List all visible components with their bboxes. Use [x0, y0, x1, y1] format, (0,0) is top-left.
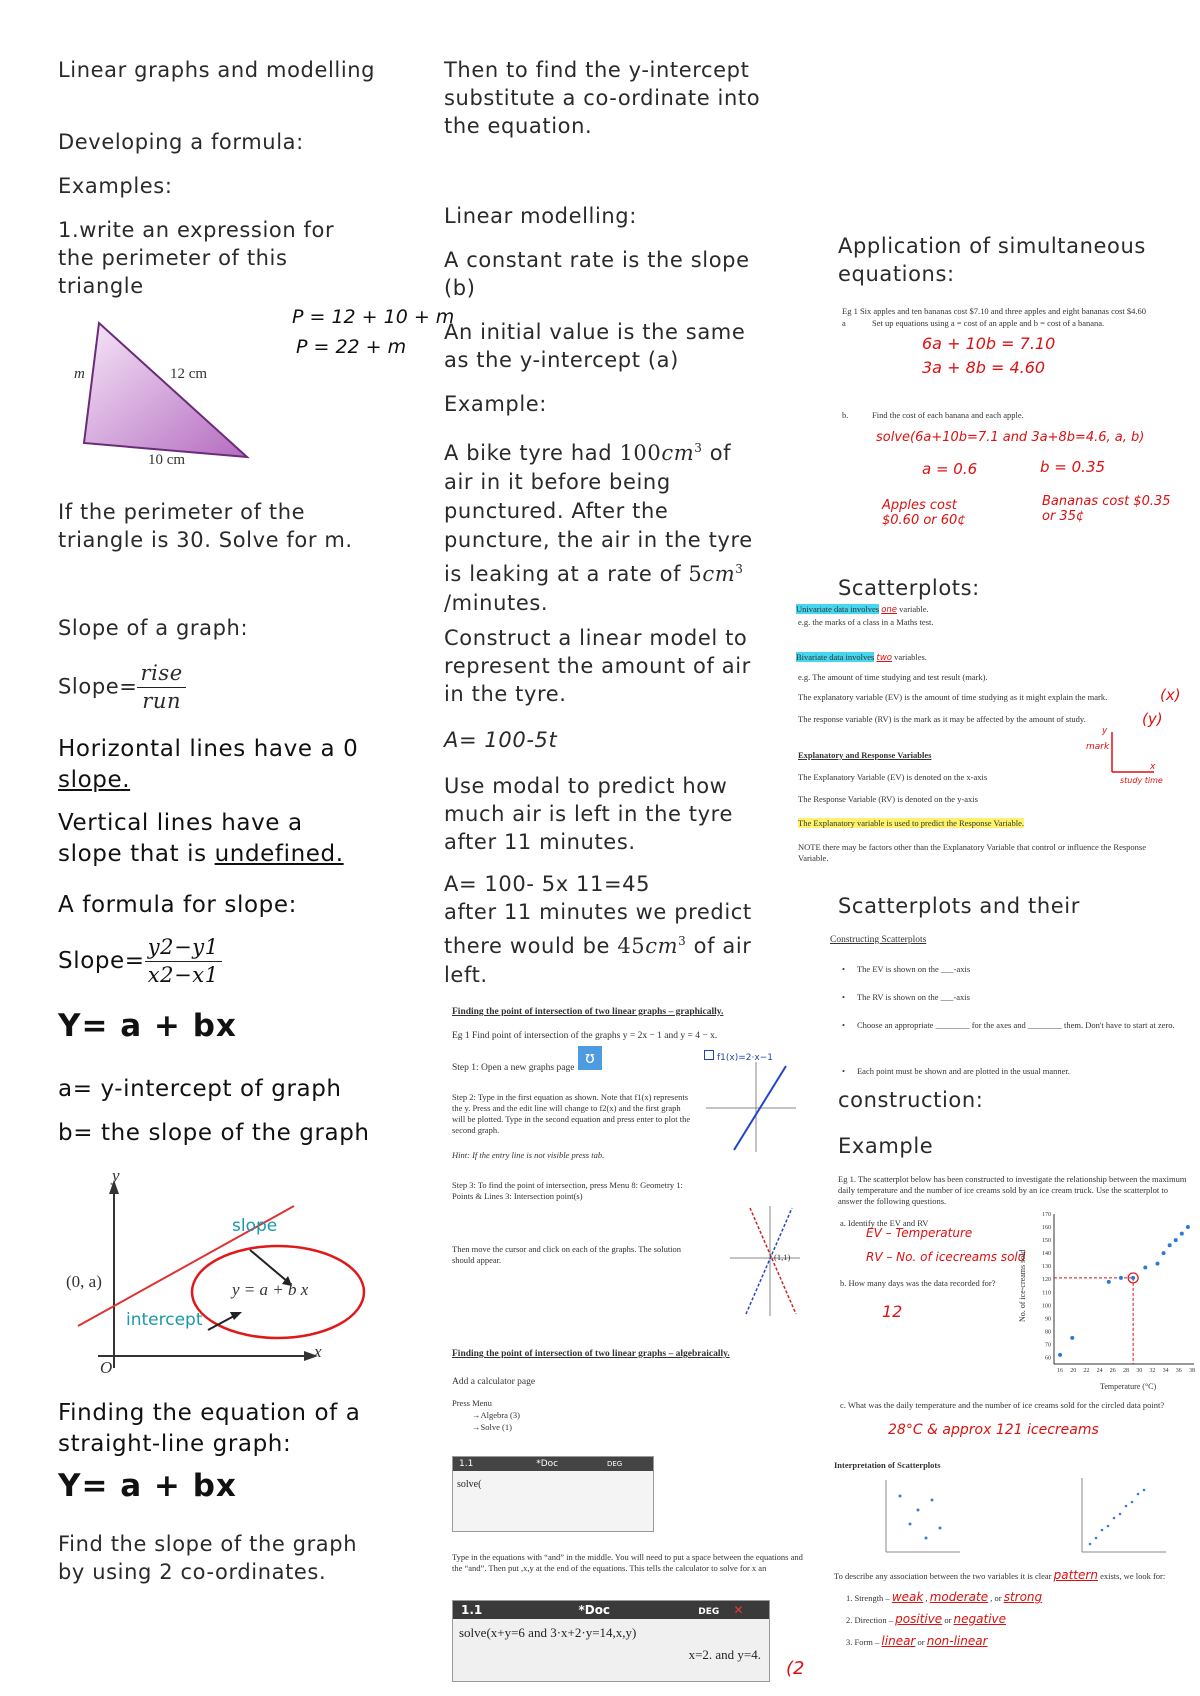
- linear-equation-2: Y= a + bx: [58, 1468, 237, 1504]
- slope-rise-run: [58, 660, 186, 715]
- linear-modelling-heading: Linear modelling:: [444, 204, 637, 228]
- construction-heading-a: Scatterplots and their: [838, 894, 1080, 918]
- scatter-point: [1180, 1232, 1184, 1236]
- scatter-y-tick: 160: [1042, 1225, 1051, 1232]
- scatter-x-tick: 22: [1083, 1368, 1090, 1374]
- scatter-x-tick: 28: [1123, 1368, 1129, 1374]
- graph-origin-label: O: [100, 1358, 113, 1377]
- univariate-eg: e.g. the marks of a class in a Maths test.: [798, 617, 934, 627]
- scatter-point: [1186, 1225, 1190, 1229]
- graphical-step3: Step 3: To find the point of intersection, press Menu 8: Geometry 1: Points & Lines 3: Intersection point(s): [452, 1180, 683, 1201]
- sim-a-label: a: [842, 318, 846, 328]
- mini-axis-y: y: [1102, 726, 1108, 736]
- example-heading-3: Example: [838, 1134, 934, 1158]
- scatter-ylabel: No. of ice-creams sold: [1018, 1249, 1027, 1322]
- scatter-y-tick: 110: [1042, 1290, 1051, 1297]
- scatter-point: [1070, 1336, 1074, 1340]
- rise-over-run: [137, 660, 185, 715]
- predict-question: Use modal to predict how much air is left in the tyre after 11 minutes.: [444, 774, 733, 854]
- triangle-label-10cm: 10 cm: [148, 452, 186, 468]
- scatter-point: [1058, 1353, 1062, 1357]
- scatter-x-tick: 16: [1057, 1368, 1063, 1374]
- bivariate-line: Bivariate data involves two variables.: [796, 652, 927, 663]
- scatter-point: [1119, 1276, 1123, 1280]
- graphical-example: Eg 1 Find point of intersection of the graphs y = 2x − 1 and y = 4 − x.: [452, 1031, 718, 1041]
- hw-x-mark: (x): [1160, 686, 1181, 704]
- bullet-rv-axis: • The RV is shown on the ___-axis: [842, 992, 970, 1003]
- slope-heading: Slope of a graph:: [58, 616, 249, 640]
- hw-y-mark: (y): [1142, 710, 1163, 728]
- scatter-point: [1143, 1265, 1147, 1269]
- algebraic-menu-algebra: →Algebra (3): [472, 1410, 520, 1420]
- scatter-xlabel: Temperature (°C): [1100, 1382, 1157, 1391]
- graphical-plot-1: [706, 1062, 796, 1152]
- intersection-point-label: (1,1): [774, 1252, 791, 1262]
- algebraic-type-in: Type in the equations with “and” in the middle. You will need to put a space between the equations and the “and”. Then put ,x,y at the end of the equations. This tells the calculator to solve for x an: [452, 1552, 803, 1573]
- scatter-x-tick: 24: [1096, 1368, 1103, 1374]
- hw-ev-answer: EV – Temperature: [866, 1226, 973, 1240]
- graph-y-label: y: [112, 1166, 120, 1185]
- scatter-x-tick: 20: [1070, 1368, 1077, 1374]
- note-factors: NOTE there may be factors other than the Explanatory Variable that control or influence the Response Variable.: [798, 842, 1146, 863]
- scatter-point: [1131, 1276, 1135, 1280]
- scatter-x-tick: 38: [1189, 1368, 1195, 1374]
- scatter-y-tick: 60: [1045, 1355, 1051, 1362]
- rise: rise: [137, 660, 185, 688]
- handwritten-perimeter-2: P = 22 + m: [296, 336, 407, 358]
- question-c: c. What was the daily temperature and the number of ice creams sold for the circled data point?: [840, 1400, 1165, 1410]
- graphical-hint: Hint: If the entry line is not visible press tab.: [452, 1150, 605, 1160]
- icecream-example-text: Eg 1. The scatterplot below has been constructed to investigate the relationship between the maximum daily temperature and the number of ice creams sold by an ice cream truck. Use the scatterplot to answer the following questions.: [838, 1174, 1187, 1206]
- scatter-point: [1107, 1280, 1111, 1284]
- scatter-y-tick: 170: [1042, 1212, 1051, 1218]
- interpretation-title: Interpretation of Scatterplots: [834, 1460, 941, 1470]
- slope-formula: Slope= $\frac{y2-y1}{x2-x1}$: [58, 934, 222, 989]
- run: run: [142, 689, 182, 713]
- graph-intercept-label: intercept: [126, 1310, 203, 1330]
- scatterplots-heading: Scatterplots:: [838, 576, 980, 600]
- slope-formula-heading: A formula for slope:: [58, 892, 297, 918]
- ev-denote: The Explanatory Variable (EV) is denoted on the x-axis: [798, 772, 988, 782]
- initial-value-text: An initial value is the same as the y-intercept (a): [444, 320, 746, 372]
- ev-rv-title: Explanatory and Response Variables: [798, 750, 932, 760]
- mini-axis-study: study time: [1120, 776, 1163, 785]
- calculator-toolbar-large: 1.1 *Doc DEG ✕: [453, 1601, 769, 1619]
- scatter-x-tick: 36: [1175, 1368, 1182, 1374]
- algebraic-press-menu: Press Menu: [452, 1398, 492, 1408]
- describe-association: To describe any association between the two variables it is clear pattern exists, we look for:: [834, 1568, 1166, 1582]
- mini-axis-mark: mark: [1086, 742, 1110, 752]
- handwritten-perimeter-1: P = 12 + 10 + m: [292, 306, 455, 328]
- constant-rate-text: A constant rate is the slope (b): [444, 248, 750, 300]
- graphical-step1: Step 1: Open a new graphs page: [452, 1063, 575, 1073]
- response-line: The response variable (RV) is the mark as it may be affected by the amount of study.: [798, 714, 1086, 724]
- bivariate-eg: e.g. The amount of time studying and test result (mark).: [798, 672, 988, 682]
- graph-x-label: x: [314, 1342, 322, 1361]
- hw-bananas-cost: Bananas cost $0.35 or 35¢: [1042, 494, 1171, 524]
- direction-row: 2. Direction – positive or negative: [846, 1612, 1007, 1626]
- scatter-y-tick: 100: [1042, 1303, 1051, 1310]
- scatter-y-tick: 130: [1042, 1264, 1051, 1271]
- scatter-x-tick: 32: [1149, 1368, 1156, 1374]
- calculator-screen-small: [452, 1456, 654, 1532]
- prediction-answer: after 11 minutes we predict there would be $45cm^3$ of air left.: [444, 900, 752, 987]
- scatter-y-tick: 150: [1042, 1238, 1051, 1245]
- scatter-x-tick: 30: [1136, 1368, 1143, 1374]
- hw-apples-cost: Apples cost $0.60 or 60¢: [882, 498, 966, 528]
- find-slope-text: Find the slope of the graph by using 2 co-ordinates.: [58, 1532, 358, 1584]
- univariate-line: Univariate data involves one variable.: [796, 604, 929, 615]
- scatter-point: [1155, 1262, 1159, 1266]
- close-icon[interactable]: ✕: [733, 1603, 744, 1617]
- horizontal-lines-note: Horizontal lines have a 0 slope.: [58, 736, 359, 793]
- graph-app-icon: ʊ: [578, 1046, 602, 1070]
- question-a: a. Identify the EV and RV: [840, 1218, 929, 1228]
- finding-equation-heading: Finding the equation of a straight-line graph:: [58, 1400, 361, 1457]
- sim-find: Find the cost of each banana and each apple.: [872, 410, 1024, 420]
- examples-heading: Examples:: [58, 174, 173, 198]
- graphical-step2: Step 2: Type in the first equation as shown. Note that f1(x) represents the y. Press and the edit line will change to f2(x) and the first graph will be plotted. Type in the second equation and press enter to plot the second graph.: [452, 1092, 691, 1135]
- scatter-x-tick: 26: [1109, 1368, 1116, 1374]
- algebraic-add-page: Add a calculator page: [452, 1377, 536, 1387]
- bike-tyre-problem: A bike tyre had $100cm^3$ of air in it before being punctured. After the puncture, the air in the tyre is leaking at a rate of $5cm^3$ /minutes.: [444, 441, 753, 615]
- form-row: 3. Form – linear or non-linear: [846, 1634, 988, 1648]
- sim-b-label: b.: [842, 410, 849, 420]
- y-intercept-text: Then to find the y-intercept substitute a co-ordinate into the equation.: [444, 58, 761, 138]
- explanatory-line: The explanatory variable (EV) is the amount of time studying as it might explain the mark.: [798, 692, 1108, 702]
- constructing-title: Constructing Scatterplots: [830, 935, 927, 945]
- function-entry: f1(x)=2·x−1: [704, 1050, 773, 1063]
- graph-equation-label: y = a + b x: [232, 1280, 309, 1299]
- scatter-x-tick: 34: [1162, 1368, 1169, 1374]
- bullet-scale: • Choose an appropriate ________ for the axes and ________ them. Don't have to start at zero.: [842, 1020, 1192, 1031]
- developing-formula-heading: Developing a formula:: [58, 130, 304, 154]
- interpretation-plot-1: [880, 1480, 960, 1558]
- hw-rv-answer: RV – No. of icecreams sold: [866, 1250, 1026, 1264]
- b-definition: b= the slope of the graph: [58, 1120, 370, 1146]
- example-heading: Example:: [444, 392, 547, 416]
- sim-eg1: Eg 1 Six apples and ten bananas cost $7.10 and three apples and eight bananas cost $4.60: [842, 306, 1147, 316]
- scatter-y-tick: 80: [1045, 1329, 1051, 1336]
- interpretation-plot-2: [1076, 1478, 1166, 1558]
- simultaneous-heading: Application of simultaneous equations:: [838, 234, 1146, 286]
- hw-equation-2: 3a + 8b = 4.60: [922, 358, 1046, 377]
- triangle-label-m: m: [74, 366, 85, 382]
- calculator-screen-large: [452, 1600, 770, 1682]
- bullet-ev-axis: • The EV is shown on the ___-axis: [842, 964, 970, 975]
- a-definition: a= y-intercept of graph: [58, 1076, 342, 1102]
- vertical-lines-note: Vertical lines have a slope that is undefined.: [58, 810, 344, 867]
- prediction-calc: A= 100- 5x 11=45: [444, 872, 651, 896]
- scatter-point: [1174, 1238, 1178, 1242]
- triangle-figure: [62, 315, 262, 470]
- linear-equation-1: Y= a + bx: [58, 1008, 237, 1044]
- scatter-point: [1168, 1243, 1172, 1247]
- hw-days-answer: 12: [882, 1302, 903, 1321]
- intercept-slope-graph: [58, 1168, 378, 1378]
- scatter-y-tick: 70: [1045, 1342, 1051, 1349]
- rv-denote: The Response Variable (RV) is denoted on the y-axis: [798, 794, 978, 804]
- example-1-text: 1.write an expression for the perimeter of this triangle: [58, 218, 335, 298]
- handwritten-answer-2: (2: [786, 1658, 805, 1679]
- triangle-label-12cm: 12 cm: [170, 366, 208, 382]
- graphical-then: Then move the cursor and click on each of the graphs. The solution should appear.: [452, 1244, 682, 1265]
- denominator: x2−x1: [147, 963, 219, 987]
- algebraic-menu-solve: →Solve (1): [472, 1422, 512, 1432]
- question-b: b. How many days was the data recorded for?: [840, 1278, 996, 1288]
- icecream-scatterplot: [1026, 1206, 1200, 1392]
- solve-for-m-text: If the perimeter of the triangle is 30. Solve for m.: [58, 500, 353, 552]
- sim-setup: Set up equations using a = cost of an apple and b = cost of a banana.: [872, 318, 1105, 328]
- numerator: y2−y1: [145, 934, 222, 962]
- scatter-y-tick: 140: [1042, 1251, 1051, 1258]
- graph-point-label: (0, a): [66, 1272, 102, 1291]
- scatter-y-tick: 90: [1045, 1316, 1051, 1323]
- construction-heading-b: construction:: [838, 1088, 984, 1112]
- scatter-point: [1162, 1251, 1166, 1255]
- hw-c-answer: 28°C & approx 121 icecreams: [888, 1422, 1099, 1438]
- ev-predicts-rv: The Explanatory variable is used to predict the Response Variable.: [798, 818, 1024, 828]
- calculator-input: solve(: [457, 1479, 482, 1490]
- hw-equation-1: 6a + 10b = 7.10: [922, 334, 1056, 353]
- hw-b-value: b = 0.35: [1040, 458, 1106, 476]
- construct-model-text: Construct a linear model to represent the amount of air in the tyre.: [444, 626, 751, 706]
- bullet-plot: • Each point must be shown and are plotted in the usual manner.: [842, 1066, 1192, 1077]
- page-title: Linear graphs and modelling: [58, 58, 376, 82]
- linear-model-equation: A= 100-5t: [444, 728, 558, 752]
- mini-axis-x: x: [1150, 762, 1156, 772]
- slope-label: Slope=: [58, 674, 138, 699]
- graphical-title: Finding the point of intersection of two linear graphs – graphically.: [452, 1007, 724, 1017]
- scatter-y-tick: 120: [1042, 1277, 1051, 1284]
- strength-row: 1. Strength – weak , moderate , or strong: [846, 1590, 1043, 1604]
- calculator-command: solve(x+y=6 and 3·x+2·y=14,x,y): [459, 1625, 637, 1640]
- hw-solve: solve(6a+10b=7.1 and 3a+8b=4.6, a, b): [876, 430, 1145, 445]
- calculator-result: x=2. and y=4.: [688, 1647, 761, 1662]
- graph-slope-label: slope: [232, 1216, 278, 1236]
- calculator-toolbar: 1.1 *Doc DEG: [453, 1457, 653, 1471]
- hw-a-value: a = 0.6: [922, 460, 978, 478]
- algebraic-title: Finding the point of intersection of two linear graphs – algebraically.: [452, 1349, 730, 1359]
